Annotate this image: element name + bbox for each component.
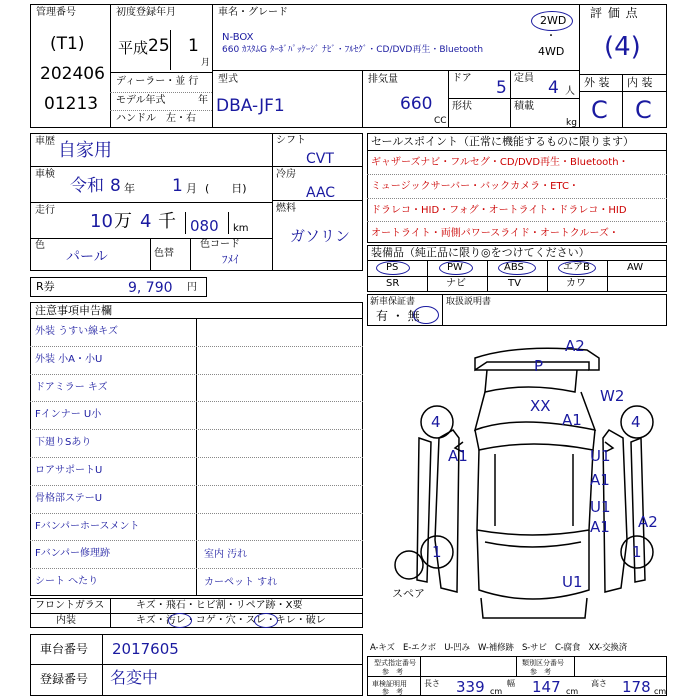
- width-label: 幅: [507, 679, 515, 688]
- legend: A-キズ E-エクボ U-凹み W-補修跡 S-サビ C-腐食 XX-交換済: [370, 643, 628, 653]
- model-year-label: モデル年式: [116, 95, 166, 106]
- dotted-line: [30, 401, 363, 402]
- era-year: 25: [148, 36, 170, 56]
- dealer-label: ディーラー・並 行: [116, 76, 199, 87]
- note-item: Fバンパーホースメント: [35, 520, 140, 532]
- damage-mark-a2-top: A2: [565, 337, 585, 355]
- shift-label: シフト: [276, 135, 306, 146]
- length-value: 339: [456, 678, 485, 696]
- chassis-value: 2017605: [112, 640, 179, 658]
- handle-label: ハンドル 左・右: [116, 113, 196, 124]
- yen-unit: 円: [187, 282, 197, 293]
- damage-mark-w2: W2: [600, 387, 625, 405]
- dotted-line: [30, 540, 363, 541]
- divider: [212, 4, 213, 128]
- history-label: 車歴: [35, 136, 55, 147]
- circle-mark: [168, 613, 192, 628]
- load-label: 積載: [514, 101, 534, 112]
- glass-value: キズ・飛石・ヒビ割・リペア跡・X要: [136, 600, 303, 611]
- glass-label: フロントガラス: [35, 600, 105, 611]
- divider: [30, 613, 363, 614]
- divider: [170, 30, 171, 70]
- divider: [510, 70, 511, 128]
- damage-mark-p: P: [534, 357, 544, 375]
- shaken-month: 1: [172, 176, 183, 196]
- era: 平成: [118, 39, 149, 57]
- displacement-unit: CC: [434, 116, 447, 126]
- dotted-line: [30, 429, 363, 430]
- sales-line-1: ギャザーズナビ・フルセグ・CD/DVD再生・Bluetooth・: [371, 157, 629, 168]
- damage-mark-u1-front: U1: [562, 573, 583, 591]
- color-label: 色: [35, 240, 45, 251]
- dotted-line: [367, 221, 667, 222]
- note-item: Fインナー U小: [35, 409, 102, 421]
- drive-2wd: 2WD: [540, 14, 567, 27]
- divider: [427, 260, 428, 292]
- divider: [420, 656, 421, 696]
- divider: [30, 202, 272, 203]
- divider: [30, 664, 363, 665]
- divider: [579, 4, 580, 128]
- registration-label: 登録番号: [40, 672, 89, 686]
- width-unit: cm: [566, 687, 579, 696]
- divider: [367, 276, 667, 277]
- reg-month: 1: [188, 36, 199, 56]
- divider: [579, 91, 667, 92]
- dotted-line: [30, 346, 363, 347]
- divider: [30, 166, 272, 167]
- damage-mark-1-left: 1: [432, 543, 442, 561]
- divider: [547, 260, 548, 292]
- divider: [272, 133, 273, 271]
- shaken-era: 令和: [70, 176, 104, 196]
- equip-abs: ABS: [504, 262, 524, 273]
- mileage-label: 走行: [35, 205, 55, 216]
- damage-mark-4-right: 4: [631, 413, 641, 431]
- mgmt-label: 管理番号: [36, 7, 76, 18]
- divider: [448, 70, 449, 128]
- height-label: 高さ: [591, 679, 607, 688]
- class-no-ref: 参 考: [530, 668, 551, 676]
- note-item: シート へたり: [35, 576, 99, 588]
- sales-line-2: ミュージックサーバー・バックカメラ・ETC・: [371, 181, 579, 192]
- dotted-line: [110, 92, 212, 93]
- damage-mark-xx: XX: [530, 397, 551, 415]
- divider: [362, 70, 363, 128]
- ac-value: AAC: [306, 185, 336, 201]
- equip-leather: カワ: [566, 278, 586, 289]
- car-grade: 660 ｶｽﾀﾑG ﾀｰﾎﾞﾊﾟｯｹｰｼﾞ ﾅﾋﾞ・ﾌﾙｾｸﾞ・CD/DVD再生・Bluetooth: [222, 45, 484, 55]
- spare-label: スペア: [392, 587, 425, 600]
- cert-label: 車検証明用: [372, 680, 407, 688]
- drive-sep: ・: [546, 31, 556, 42]
- km-unit: km: [233, 223, 249, 234]
- shaken-day: ( 日): [205, 182, 247, 195]
- equipment-title: 装備品（純正品に限り◎をつけてください）: [371, 246, 590, 259]
- colorcode-label: 色コード: [200, 239, 240, 250]
- note-item: 骨格部ステーU: [35, 492, 103, 504]
- eval-score: (4): [604, 32, 641, 62]
- divider: [442, 294, 443, 326]
- recycle-frame: [30, 277, 207, 297]
- type-no-label: 型式指定番号: [374, 659, 416, 667]
- divider: [448, 98, 579, 99]
- mileage-man-unit: 万: [114, 211, 132, 232]
- damage-mark-a1-left: A1: [448, 447, 468, 465]
- mileage-sen-unit: 千: [158, 211, 176, 232]
- shift-value: CVT: [306, 151, 334, 167]
- dotted-line: [30, 374, 363, 375]
- interior-cond-value: キズ・汚レ・コゲ・穴・スレ・キレ・破レ: [136, 615, 326, 626]
- history-value: 自家用: [58, 140, 112, 161]
- car-name: N-BOX: [222, 32, 254, 43]
- equip-sr: SR: [386, 278, 400, 289]
- type-no-ref: 参 考: [382, 668, 403, 676]
- divider: [574, 656, 575, 676]
- mileage-rest: 080: [190, 217, 219, 235]
- fuel-label: 燃料: [276, 203, 296, 214]
- dotted-line: [110, 110, 212, 111]
- damage-mark-u1-a: U1: [590, 447, 611, 465]
- equip-aw: AW: [627, 262, 644, 273]
- divider: [102, 634, 103, 696]
- class-no-label: 類別区分番号: [522, 659, 564, 667]
- divider: [212, 70, 579, 71]
- damage-mark-a1-c: A1: [590, 518, 610, 536]
- door-value: 5: [496, 78, 507, 98]
- exterior-score: C: [591, 96, 608, 124]
- capacity-unit: 人: [565, 86, 575, 97]
- divider: [228, 212, 229, 234]
- eval-label: 評 価 点: [590, 6, 639, 20]
- note-item: 外装 うすい線キズ: [35, 326, 118, 337]
- damage-mark-a1-hood: A1: [562, 411, 582, 429]
- interior-score: C: [635, 96, 652, 124]
- notes-title: 注意事項申告欄: [35, 304, 112, 317]
- sales-line-3: ドラレコ・HID・フォグ・オートライト・ドラレコ・HID: [371, 205, 627, 216]
- equip-tv: TV: [508, 278, 521, 289]
- damage-mark-u1-b: U1: [590, 498, 611, 516]
- sales-line-4: オートライト・両側パワースライド・オートクルーズ・: [371, 228, 619, 239]
- year-unit: 年: [198, 95, 208, 106]
- length-unit: cm: [490, 687, 503, 696]
- shaken-month-unit: 月: [186, 182, 197, 195]
- type-label: 型式: [218, 74, 238, 85]
- equip-airbag: エアB: [563, 262, 590, 273]
- equip-ps: PS: [386, 262, 399, 273]
- warranty-label: 新車保証書: [370, 297, 416, 307]
- registration-value: 名変中: [110, 668, 159, 687]
- warranty-value: 有 ・ 無: [376, 309, 420, 323]
- divider: [190, 238, 191, 271]
- dotted-line: [30, 485, 363, 486]
- name-grade-label: 車名・グレード: [218, 7, 288, 18]
- recycle-label: R券: [36, 280, 55, 293]
- height-unit: cm: [654, 687, 667, 696]
- fuel-value: ガソリン: [290, 227, 351, 245]
- note-item: 外装 小A・小U: [35, 353, 103, 365]
- note-carpet: カーペット すれ: [204, 577, 278, 588]
- dotted-line: [367, 174, 667, 175]
- drive-4wd: 4WD: [538, 45, 565, 58]
- ac-label: 冷房: [276, 169, 296, 180]
- damage-mark-a2-right: A2: [638, 513, 658, 531]
- mgmt-code: (T1): [50, 34, 85, 54]
- note-item: ドアミラー キズ: [35, 381, 108, 393]
- interior-cond-label: 内装: [56, 615, 76, 626]
- displacement-label: 排気量: [368, 74, 398, 85]
- damage-mark-4-left: 4: [431, 413, 441, 431]
- sales-title: セールスポイント（正常に機能するものに限ります）: [371, 135, 635, 148]
- colorcode-value: ﾌﾒｲ: [222, 253, 239, 266]
- car-diagram: [367, 330, 667, 630]
- shaken-year: 8: [110, 176, 121, 196]
- dotted-line: [30, 568, 363, 569]
- recolor-label: 色替: [154, 248, 174, 259]
- manual-label: 取扱説明書: [446, 297, 492, 307]
- load-unit: kg: [566, 118, 577, 128]
- exterior-label: 外 装: [584, 76, 610, 89]
- shaken-year-unit: 年: [124, 182, 135, 195]
- shape-label: 形状: [452, 101, 472, 112]
- note-item: Fバンパー修理跡: [35, 548, 111, 560]
- capacity-label: 定員: [514, 73, 534, 84]
- divider: [110, 72, 212, 73]
- equip-navi: ナビ: [446, 278, 466, 289]
- circle-mark: [254, 613, 278, 628]
- displacement-value: 660: [400, 94, 433, 114]
- height-value: 178: [622, 678, 651, 696]
- dotted-line: [30, 513, 363, 514]
- chassis-label: 車台番号: [40, 642, 89, 656]
- dotted-line: [30, 457, 363, 458]
- reg-date-label: 初度登録年月: [116, 7, 176, 18]
- note-interior: 室内 汚れ: [204, 549, 248, 560]
- equip-pw: PW: [447, 262, 463, 273]
- damage-mark-1-right: 1: [632, 543, 642, 561]
- type-value: DBA-JF1: [216, 96, 285, 116]
- note-item: 下廻りSあり: [35, 437, 92, 449]
- width-value: 147: [532, 678, 561, 696]
- divider: [150, 238, 151, 271]
- divider: [487, 260, 488, 292]
- divider: [607, 260, 608, 292]
- mgmt-number-1: 202406: [40, 64, 105, 84]
- door-label: ドア: [452, 73, 472, 84]
- shaken-label: 車検: [35, 169, 55, 180]
- dotted-line: [367, 198, 667, 199]
- mileage-man: 10: [90, 211, 113, 232]
- mileage-sen: 4: [140, 211, 152, 232]
- capacity-value: 4: [548, 78, 559, 98]
- divider: [367, 150, 667, 151]
- mgmt-number-2: 01213: [44, 94, 99, 114]
- divider: [622, 74, 623, 128]
- divider: [516, 656, 517, 676]
- damage-mark-a1-b: A1: [590, 471, 610, 489]
- note-item: ロアサポートU: [35, 465, 103, 476]
- color-value: パール: [66, 249, 108, 265]
- month-unit: 月: [201, 58, 211, 68]
- divider: [185, 212, 186, 234]
- recycle-value: 9, 790: [128, 280, 173, 296]
- cert-ref: 参 考: [382, 688, 403, 696]
- circle-mark: [413, 306, 439, 324]
- length-label: 長さ: [424, 679, 440, 688]
- interior-label: 内 装: [627, 76, 653, 89]
- divider: [579, 74, 667, 75]
